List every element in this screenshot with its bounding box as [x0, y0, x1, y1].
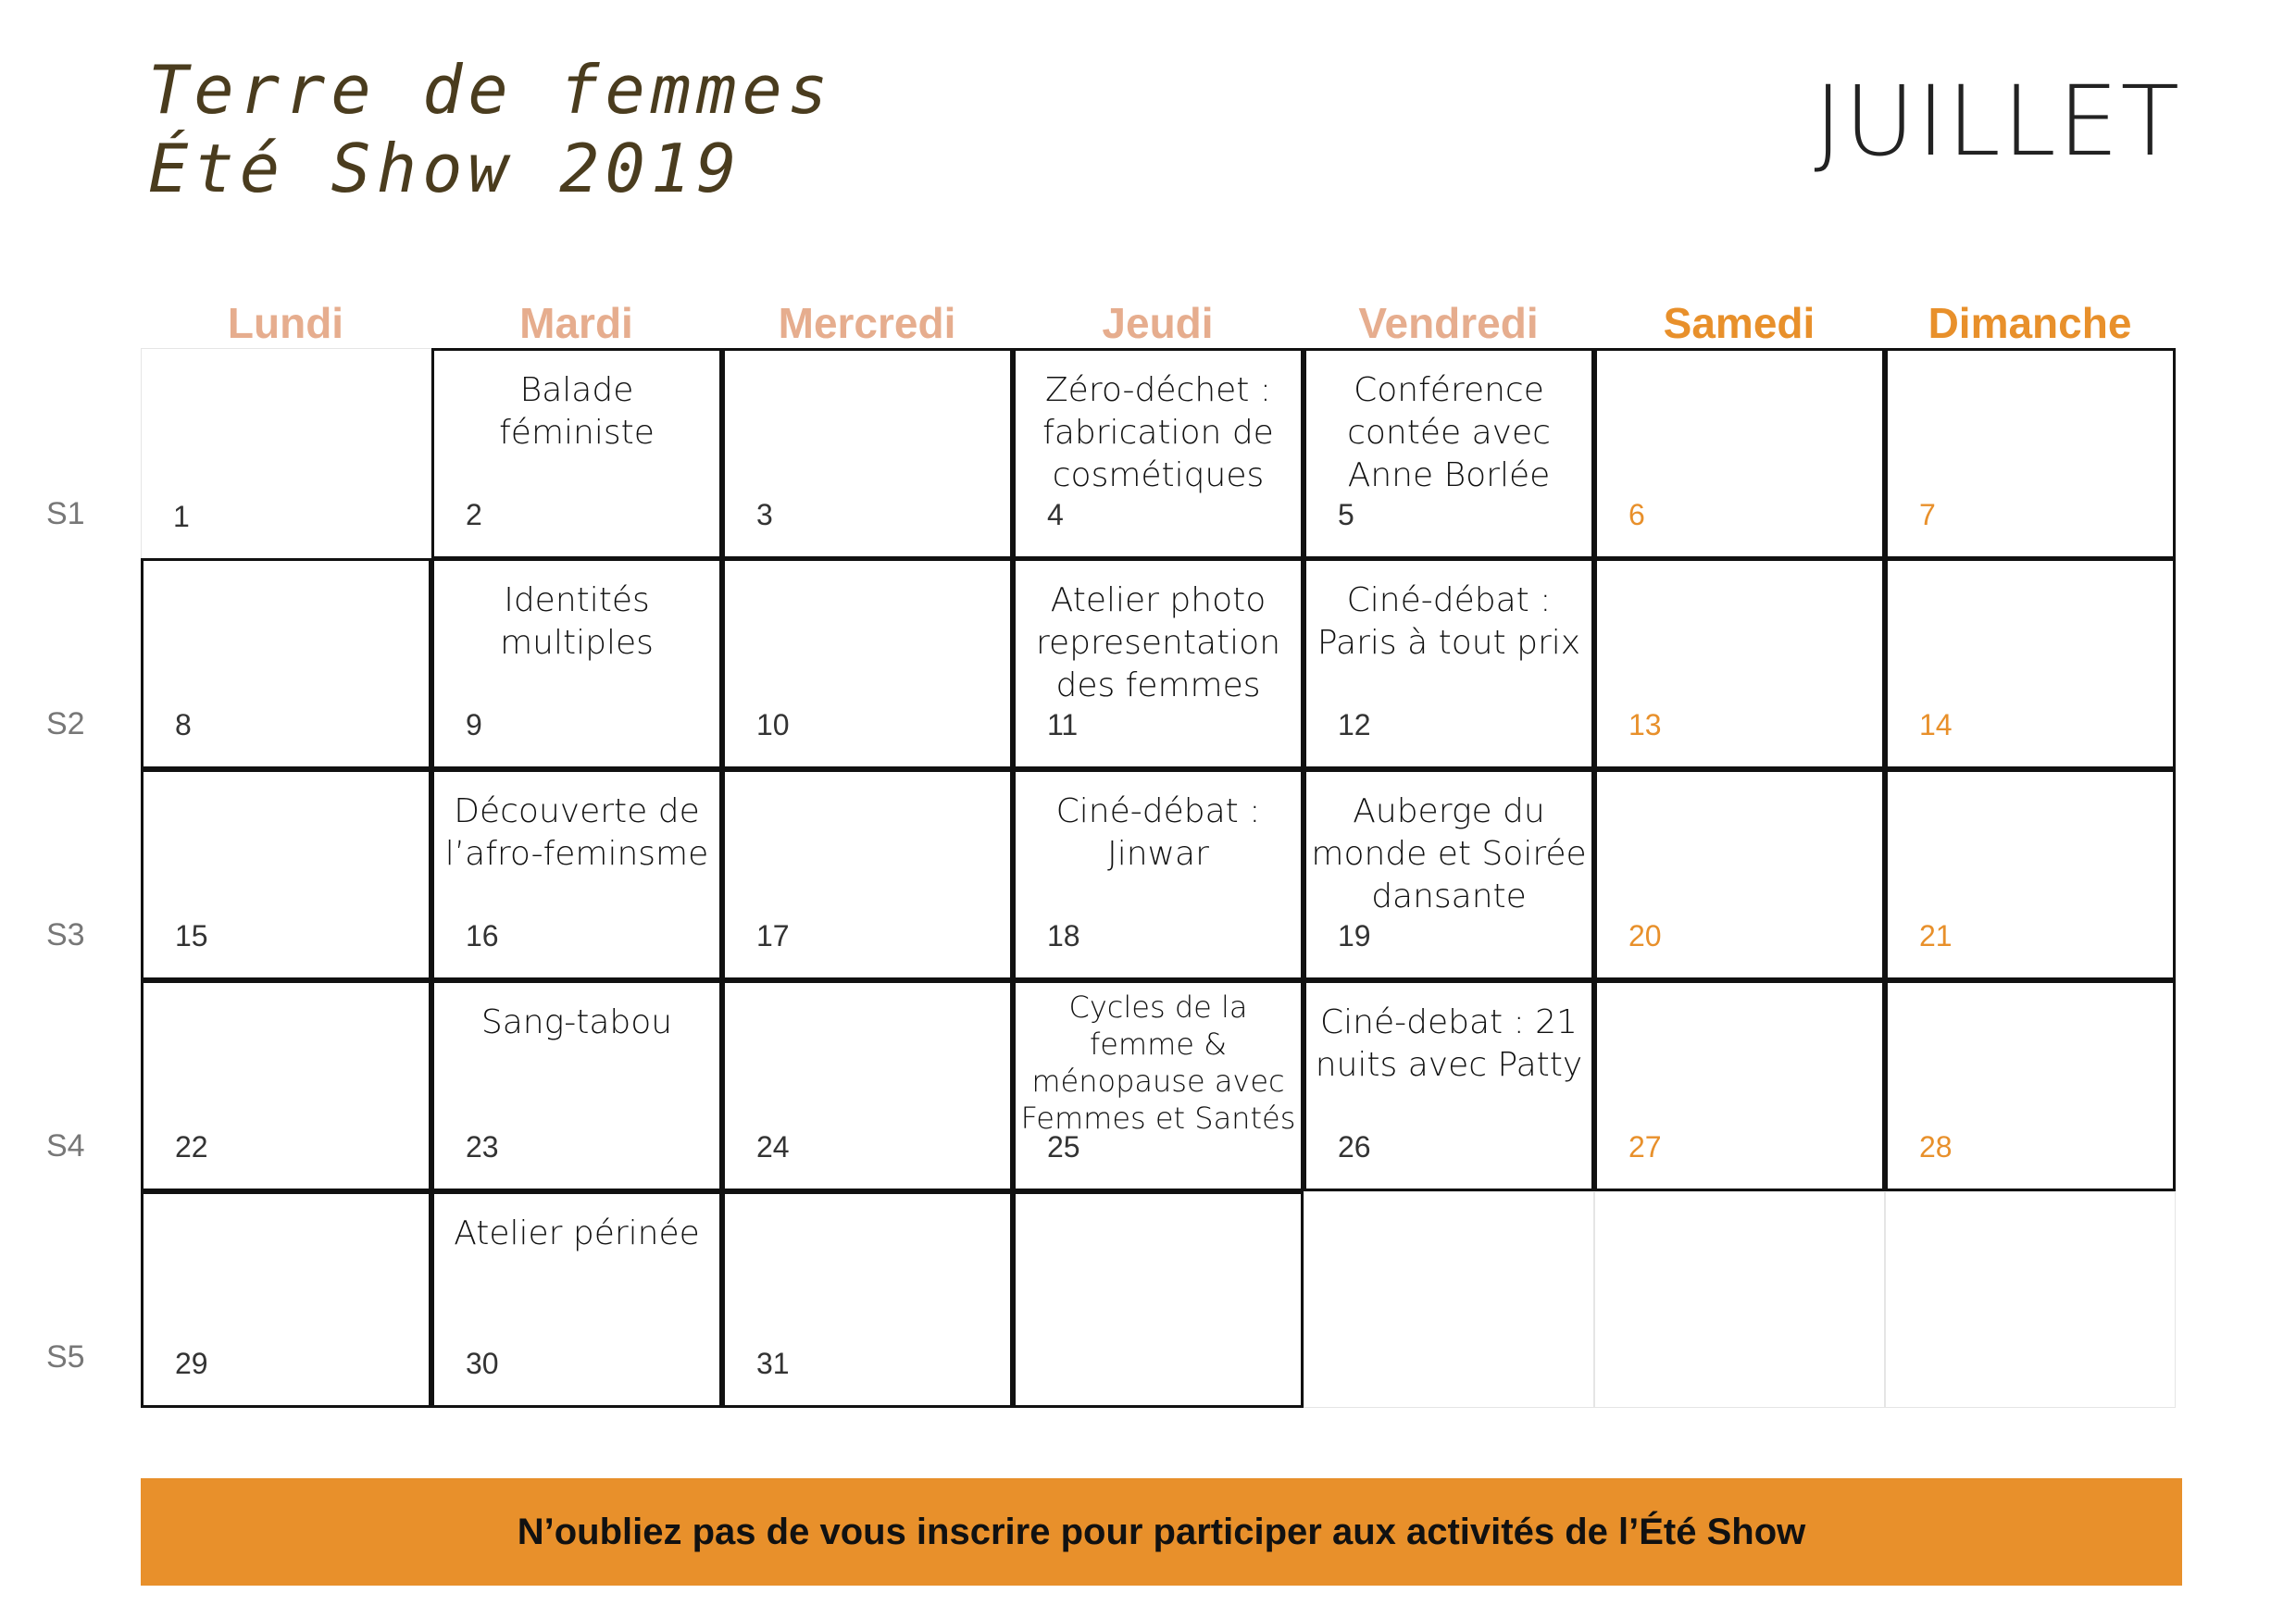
week-label-1: S1	[46, 496, 85, 531]
calendar-cell-15	[141, 769, 431, 980]
event-title: Découverte de l’afro-feminsme	[444, 792, 709, 873]
calendar-cell-1	[141, 348, 431, 559]
calendar-cell-10	[722, 558, 1013, 769]
calendar-cell-24	[722, 980, 1013, 1191]
calendar-cell-5	[1304, 348, 1594, 559]
calendar-cell-29	[141, 1191, 431, 1408]
day-number: 24	[756, 1130, 790, 1164]
event-title: Atelier photo representation des femmes	[1035, 581, 1281, 704]
calendar-cell-20	[1594, 769, 1885, 980]
day-number: 12	[1338, 708, 1371, 741]
week-label-4: S4	[46, 1128, 85, 1164]
event-title: Balade féministe	[499, 371, 655, 452]
calendar-cell-23	[431, 980, 722, 1191]
calendar-cell-8	[141, 558, 431, 769]
day-number: 22	[175, 1130, 208, 1164]
day-header-tuesday: Mardi	[519, 299, 633, 347]
calendar-title-line-1: Terre de femmes	[148, 51, 834, 129]
calendar-cell-21	[1885, 769, 2176, 980]
day-number: 27	[1628, 1130, 1662, 1164]
calendar-cell-25	[1013, 980, 1304, 1191]
day-number: 4	[1047, 498, 1064, 531]
event-title: Identités multiples	[500, 581, 654, 662]
day-number: 10	[756, 708, 790, 741]
day-number: 18	[1047, 919, 1080, 952]
day-number: 21	[1919, 919, 1953, 952]
day-number: 8	[175, 708, 192, 741]
day-number: 5	[1338, 498, 1354, 531]
day-header-sunday: Dimanche	[1928, 299, 2132, 347]
event-title: Ciné-debat : 21 nuits avec Patty	[1315, 1003, 1583, 1084]
week-label-2: S2	[46, 706, 85, 741]
event-title: Ciné-débat : Jinwar	[1055, 792, 1261, 873]
day-number: 26	[1338, 1130, 1371, 1164]
calendar-cell-empty	[1594, 1191, 1885, 1408]
day-header-friday: Vendredi	[1358, 299, 1539, 347]
day-number: 30	[466, 1347, 499, 1380]
day-number: 11	[1047, 708, 1079, 741]
calendar-cell-14	[1885, 558, 2176, 769]
day-number: 3	[756, 498, 773, 531]
day-header-monday: Lundi	[227, 299, 344, 347]
calendar-cell-3	[722, 348, 1013, 559]
calendar-cell-16	[431, 769, 722, 980]
event-title: Sang-tabou	[480, 1003, 673, 1041]
calendar-cell-empty	[1013, 1191, 1304, 1408]
day-number: 23	[466, 1130, 499, 1164]
day-header-wednesday: Mercredi	[778, 299, 956, 347]
day-header-saturday: Samedi	[1663, 299, 1816, 347]
day-number: 14	[1919, 708, 1953, 741]
calendar-cell-empty	[1885, 1191, 2176, 1408]
calendar-cell-2	[431, 348, 722, 559]
day-number: 6	[1628, 498, 1645, 531]
calendar-cell-11	[1013, 558, 1304, 769]
day-number: 17	[756, 919, 790, 952]
calendar-cell-19	[1304, 769, 1594, 980]
calendar-cell-17	[722, 769, 1013, 980]
day-number: 9	[466, 708, 482, 741]
day-header-thursday: Jeudi	[1102, 299, 1214, 347]
calendar-cell-31	[722, 1191, 1013, 1408]
calendar-cell-9	[431, 558, 722, 769]
calendar-cell-12	[1304, 558, 1594, 769]
event-title: Conférence contée avec Anne Borlée	[1347, 371, 1551, 494]
calendar-cell-18	[1013, 769, 1304, 980]
calendar-cell-27	[1594, 980, 1885, 1191]
day-number: 2	[466, 498, 482, 531]
day-number: 25	[1047, 1130, 1080, 1164]
calendar-cell-26	[1304, 980, 1594, 1191]
day-number: 13	[1628, 708, 1662, 741]
day-number: 31	[756, 1347, 790, 1380]
calendar-cell-28	[1885, 980, 2176, 1191]
calendar-cell-13	[1594, 558, 1885, 769]
calendar-cell-6	[1594, 348, 1885, 559]
calendar-cell-empty	[1304, 1191, 1594, 1408]
day-number: 15	[175, 919, 208, 952]
event-title: Auberge du monde et Soirée dansante	[1311, 792, 1587, 915]
day-number: 29	[175, 1347, 208, 1380]
day-number: 1	[173, 500, 190, 533]
day-number: 16	[466, 919, 499, 952]
day-number: 20	[1628, 919, 1662, 952]
month-title: JUILLET	[1814, 65, 2181, 178]
calendar-cell-30	[431, 1191, 722, 1408]
week-label-5: S5	[46, 1339, 85, 1375]
calendar-cell-4	[1013, 348, 1304, 559]
calendar-title-line-2: Été Show 2019	[148, 130, 742, 207]
calendar-cell-7	[1885, 348, 2176, 559]
registration-banner: N’oubliez pas de vous inscrire pour participer aux activités de l’Été Show	[141, 1478, 2182, 1586]
day-number: 19	[1338, 919, 1371, 952]
event-title: Atelier périnée	[454, 1214, 700, 1252]
event-title: Zéro-déchet : fabrication de cosmétiques	[1042, 371, 1274, 494]
day-number: 28	[1919, 1130, 1953, 1164]
week-label-3: S3	[46, 917, 85, 952]
event-title: Cycles de la femme & ménopause avec Femmes et Santés	[1020, 989, 1296, 1136]
day-number: 7	[1919, 498, 1936, 531]
calendar-cell-22	[141, 980, 431, 1191]
event-title: Ciné-débat : Paris à tout prix	[1316, 581, 1581, 662]
